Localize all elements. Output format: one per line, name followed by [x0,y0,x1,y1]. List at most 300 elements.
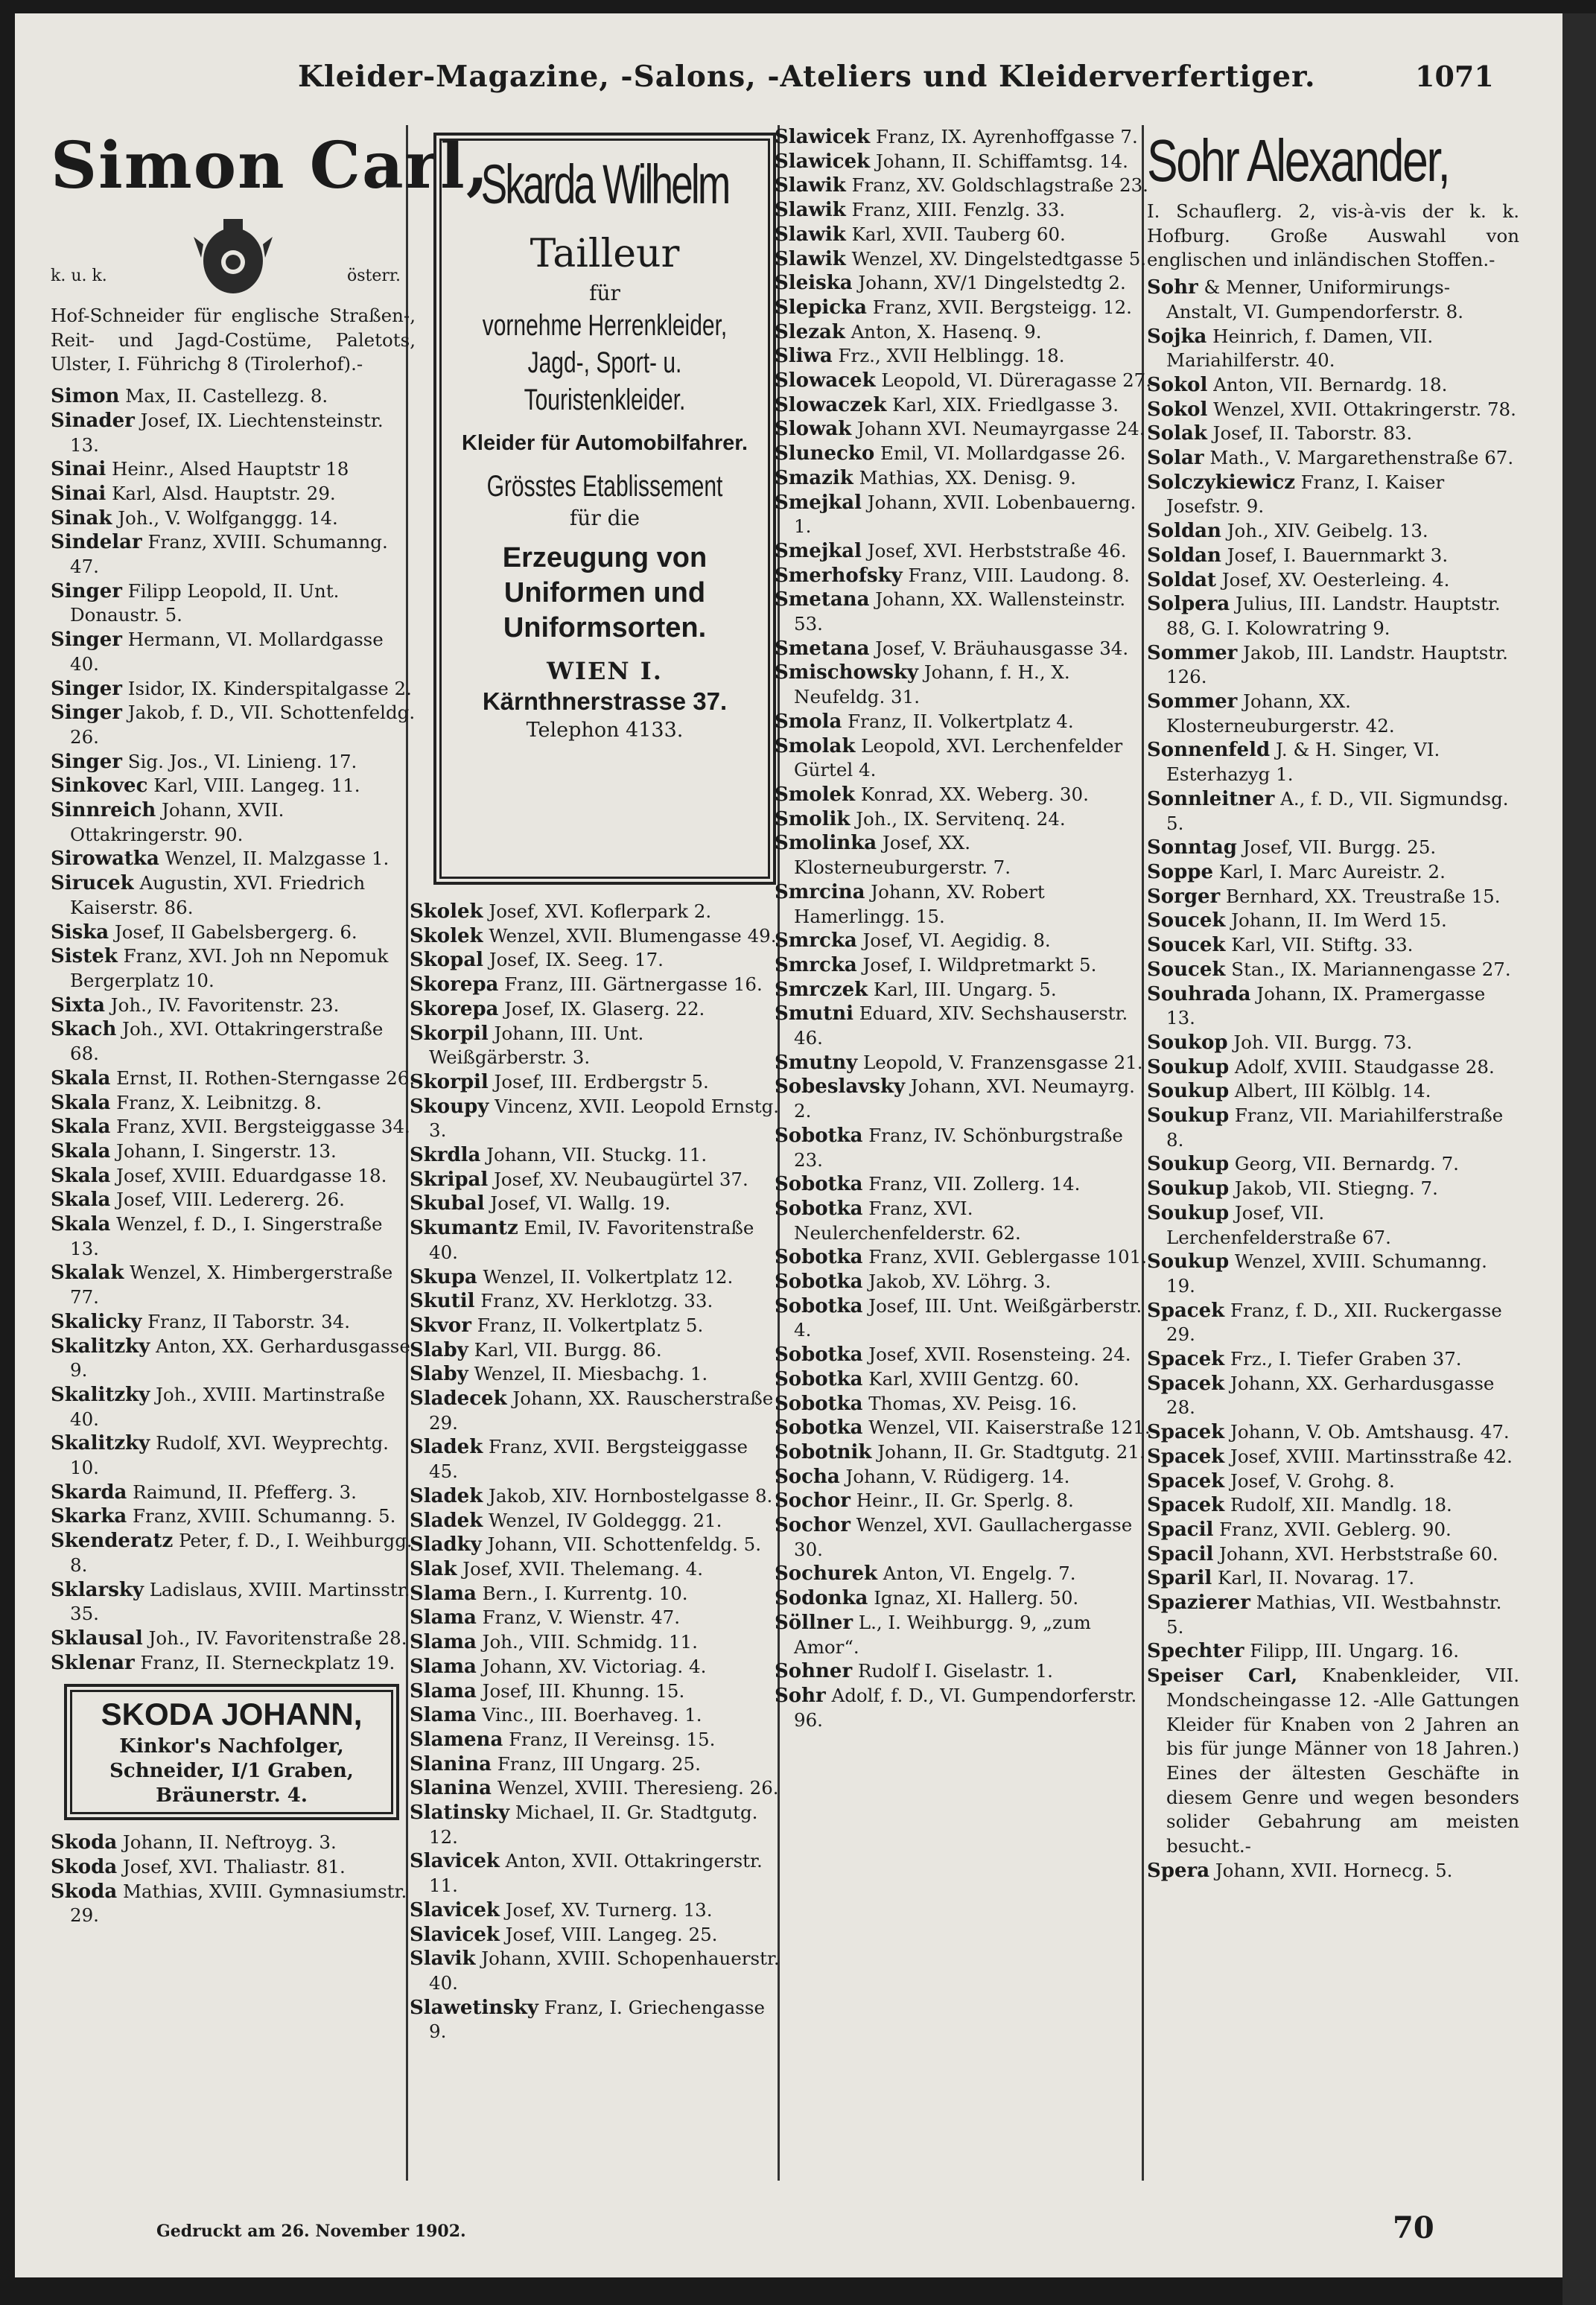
entry-surname: Spacek [1147,1299,1225,1322]
entry-surname: Slama [410,1606,477,1630]
entry-surname: Sodonka [775,1587,868,1610]
entry-surname: Sommer [1147,641,1238,664]
directory-entry: Skala Wenzel, f. D., I. Singerstraße 13. [51,1213,383,1259]
entry-surname: Smerhofsky [775,564,903,587]
entry-surname: Smutni [775,1002,853,1026]
directory-entry: Sodonka Ignaz, XI. Hallerg. 50. [775,1587,1079,1610]
entry-surname: Spacek [1147,1372,1225,1395]
directory-entry: Skalicky Franz, II Taborstr. 34. [51,1310,351,1333]
directory-entry: Sladek Franz, XVII. Bergsteiggasse 45. [410,1436,748,1483]
directory-entry: Slatinsky Michael, II. Gr. Stadtgutg. 12. [410,1802,758,1848]
entry-surname: Sobotka [775,1417,863,1440]
simon-ad-crest-row [51,214,416,304]
directory-entry: Sinnreich Johann, XVII. Ottakringerstr. 90. [51,799,284,845]
directory-entry: Slama Vinc., III. Boerhaveg. 1. [410,1704,702,1727]
directory-entry: Slunecko Emil, VI. Mollardgasse 26. [775,442,1126,465]
directory-entry: Skala Ernst, II. Rothen-Sterngasse 26. [51,1066,416,1090]
entry-list [51,1831,416,1928]
directory-entry: Smejkal Johann, XVII. Lobenbauerng. 1. [775,491,1136,538]
entry-surname: Slowaczek [775,393,887,416]
directory-entry: Skoda Mathias, XVIII. Gymnasiumstr. 29. [51,1880,407,1927]
directory-entry: Slaby Wenzel, II. Miesbachg. 1. [410,1363,708,1386]
entry-surname: Smetana [775,637,870,660]
entry-surname: Skorepa [410,973,499,996]
entry-surname: Singer [51,677,122,700]
directory-entry: Sobotka Franz, XVII. Geblergasse 101. [775,1246,1148,1269]
entry-surname: Sochor [775,1514,851,1537]
directory-entry: Slavik Johann, XVIII. Schopenhauerstr. 40. [410,1948,780,1994]
speiser-ad-text: Knabenkleider, VII. Mondscheingasse 12. -Alle Gattungen Kleider für Knaben von 2 Jahren an bis für junge Männer von 18 Jahren.) Eines der ältesten Geschäfte in diesem Genre und wegen besonders solider Gebahrung am meisten besucht.- [1166,1665,1519,1857]
directory-entry: Skutil Franz, XV. Herklotzg. 33. [410,1290,713,1313]
directory-entry: Slawik Franz, XV. Goldschlagstraße 23. [775,174,1148,197]
entry-surname: Sklenar [51,1651,135,1674]
directory-entry: Soldat Josef, XV. Oesterleing. 4. [1147,568,1450,591]
entry-surname: Slawik [775,247,846,270]
directory-entry: Skala Josef, VIII. Ledererg. 26. [51,1189,345,1212]
directory-entry: Skorepa Franz, III. Gärtnergasse 16. [410,973,763,996]
entry-surname: Smrczek [775,978,868,1001]
directory-entry: Simon Max, II. Castellezg. 8. [51,385,328,408]
entry-list [1147,276,1519,1664]
directory-entry: Sonnleitner A., f. D., VII. Sigmundsg. 5. [1147,787,1509,834]
directory-entry: Sochor Wenzel, XVI. Gaullachergasse 30. [775,1514,1133,1560]
directory-entry: Slawicek Johann, II. Schiffamtsg. 14. [775,150,1128,173]
directory-entry: Sirucek Augustin, XVI. Friedrich Kaiserstr. 86. [51,872,366,918]
directory-entry: Sobotka Franz, XVI. Neulerchenfelderstr. 62. [775,1197,1021,1244]
entry-surname: Smazik [775,466,853,489]
directory-entry: Sixta Joh., IV. Favoritenstr. 23. [51,993,340,1017]
directory-entry: Sochor Heinr., II. Gr. Sperlg. 8. [775,1489,1074,1513]
entry-surname: Sklarsky [51,1578,144,1601]
entry-surname: Sladecek [410,1387,507,1411]
entry-surname: Spechter [1147,1640,1244,1663]
directory-entry: Soukup Franz, VII. Mariahilferstraße 8. [1147,1104,1504,1151]
entry-surname: Skarda [51,1481,127,1504]
entry-surname: Sobeslavsky [775,1075,906,1099]
entry-surname: Slama [410,1679,477,1702]
entry-surname: Sobotka [775,1271,863,1294]
entry-surname: Soukup [1147,1201,1230,1224]
directory-entry: Smrczek Karl, III. Ungarg. 5. [775,978,1057,1001]
entry-surname: Skalicky [51,1310,142,1333]
directory-entry: Sinai Heinr., Alsed Hauptstr 18 [51,458,349,481]
entry-surname: Skorpil [410,1070,489,1093]
directory-entry: Slowacek Leopold, VI. Düreragasse 27. [775,369,1152,392]
entry-surname: Sobotnik [775,1440,872,1463]
entry-surname: Smutny [775,1051,858,1074]
entry-surname: Skupa [410,1265,477,1288]
entry-surname: Sinader [51,409,135,432]
entry-surname: Soldan [1147,520,1221,543]
entry-list [410,900,782,2044]
entry-surname: Sobotka [775,1124,863,1147]
entry-surname: Slatinsky [410,1802,510,1825]
directory-entry: Solar Math., V. Margarethenstraße 67. [1147,447,1514,470]
directory-entry: Skvor Franz, II. Volkertplatz 5. [410,1314,704,1337]
entry-surname: Slak [410,1557,457,1580]
entry-surname: Smolak [775,734,856,757]
directory-entry: Spacek Johann, V. Ob. Amtshausg. 47. [1147,1421,1510,1444]
entry-surname: Soucek [1147,958,1226,981]
entry-surname: Sommer [1147,690,1238,713]
directory-entry: Slawik Karl, XVII. Tauberg 60. [775,223,1066,246]
entry-surname: Slanina [410,1752,492,1775]
directory-entry: Skala Josef, XVIII. Eduardgasse 18. [51,1164,387,1187]
entry-surname: Smolik [775,807,851,830]
directory-entry: Spacil Johann, XVI. Herbststraße 60. [1147,1542,1498,1565]
directory-entry: Sobotka Jakob, XV. Löhrg. 3. [775,1271,1052,1294]
entry-surname: Slama [410,1582,477,1605]
entry-surname: Slavicek [410,1923,500,1946]
directory-entry: Skala Franz, XVII. Bergsteiggasse 34. [51,1116,410,1139]
directory-entry: Singer Isidor, IX. Kinderspitalgasse 2. [51,677,412,700]
directory-entry: Sklenar Franz, II. Sterneckplatz 19. [51,1651,395,1674]
directory-entry: Skrdla Johann, VII. Stuckg. 11. [410,1144,708,1167]
directory-entry: Sokol Wenzel, XVII. Ottakringerstr. 78. [1147,398,1516,421]
entry-surname: Soukup [1147,1250,1230,1274]
directory-entry: Skalitzky Joh., XVIII. Martinstraße 40. [51,1383,386,1430]
entry-surname: Slowak [775,418,852,441]
directory-entry: Sochurek Anton, VI. Engelg. 7. [775,1562,1076,1586]
directory-entry: Soldan Josef, I. Bauernmarkt 3. [1147,544,1449,567]
entry-surname: Socha [775,1465,840,1488]
entry-surname: Soukup [1147,1177,1230,1201]
directory-entry: Sistek Franz, XVI. Joh nn Nepomuk Bergerplatz 10. [51,945,389,991]
entry-surname: Skala [51,1189,111,1212]
entry-surname: Slawetinsky [410,1996,538,2019]
directory-entry: Sladek Jakob, XIV. Hornbostelgasse 8. [410,1484,773,1507]
entry-surname: Skutil [410,1290,475,1313]
directory-entry: Skarda Raimund, II. Pfefferg. 3. [51,1481,357,1504]
entry-surname: Sleiska [775,272,853,295]
entry-surname: Sklausal [51,1627,143,1650]
directory-entry: Sommer Jakob, III. Landstr. Hauptstr. 126. [1147,641,1508,688]
entry-surname: Skoda [51,1880,118,1903]
directory-entry: Sonntag Josef, VII. Burgg. 25. [1147,836,1437,859]
entry-surname: Spacek [1147,1494,1225,1517]
directory-entry: Sonnenfeld J. & H. Singer, VI. Esterhazyg 1. [1147,739,1440,786]
entry-surname: Sinak [51,506,112,530]
directory-entry: Sladecek Johann, XX. Rauscherstraße 29. [410,1387,774,1434]
directory-entry: Slanina Wenzel, XVIII. Theresieng. 26. [410,1777,779,1800]
entry-surname: Slama [410,1655,477,1678]
directory-entry: Sobotka Franz, IV. Schönburgstraße 23. [775,1124,1123,1171]
directory-entry: Soukop Joh. VII. Burgg. 73. [1147,1031,1413,1054]
entry-surname: Sorger [1147,885,1221,908]
directory-entry: Sobotnik Johann, II. Gr. Stadtgutg. 21. [775,1440,1145,1463]
skarda-ad-text: Grösstes Etablissement [486,470,723,503]
directory-entry: Slawicek Franz, IX. Ayrenhoffgasse 7. [775,126,1138,148]
entry-surname: Sohr [1147,276,1198,299]
column-3 [775,125,1154,1732]
directory-entry: Spacek Franz, f. D., XII. Ruckergasse 29. [1147,1299,1502,1346]
directory-entry: Skarka Franz, XVIII. Schumanng. 5. [51,1505,396,1528]
directory-entry: Sorger Bernhard, XX. Treustraße 15. [1147,885,1501,908]
directory-entry: Smetana Josef, V. Bräuhausgasse 34. [775,637,1129,660]
directory-entry: Soukup Adolf, XVIII. Staudgasse 28. [1147,1055,1495,1078]
directory-entry: Smola Franz, II. Volkertplatz 4. [775,710,1074,733]
directory-entry: Sobotka Josef, III. Unt. Weißgärberstr. 4. [775,1294,1142,1341]
directory-entry: Sohner Rudolf I. Giselastr. 1. [775,1660,1053,1683]
entry-surname: Slawicek [775,126,871,148]
directory-entry: Slama Franz, V. Wienstr. 47. [410,1606,681,1630]
entry-surname: Sistek [51,945,118,968]
directory-entry: Skumantz Emil, IV. Favoritenstraße 40. [410,1217,754,1263]
entry-surname: Sojka [1147,325,1207,348]
print-date-note: Gedruckt am 26. November 1902. [156,2222,466,2241]
directory-entry: Skolek Josef, XVI. Koflerpark 2. [410,900,712,923]
directory-entry: Soucek Stan., IX. Mariannengasse 27. [1147,958,1511,981]
directory-entry: Sirowatka Wenzel, II. Malzgasse 1. [51,848,390,871]
entry-surname: Sokol [1147,373,1208,396]
entry-surname: Sladek [410,1484,483,1507]
directory-entry: Sinader Josef, IX. Liechtensteinstr. 13. [51,409,384,456]
directory-entry: Skoupy Vincenz, XVII. Leopold Ernstg. 3. [410,1095,780,1142]
entry-surname: Soppe [1147,860,1214,883]
entry-surname: Skala [51,1091,111,1114]
entry-surname: Skalitzky [51,1335,150,1358]
entry-surname: Singer [51,702,122,725]
entry-surname: Skolek [410,924,483,947]
directory-entry: Spera Johann, XVII. Hornecg. 5. [1147,1859,1453,1882]
entry-surname: Smrcina [775,880,865,903]
directory-entry: Skalak Wenzel, X. Himbergerstraße 77. [51,1262,393,1309]
skarda-ad-text: Kleider für Automobilfahrer. [461,431,748,455]
directory-entry: Smerhofsky Franz, VIII. Laudong. 8. [775,564,1130,587]
directory-entry: Skorpil Johann, III. Unt. Weißgärberstr. 3. [410,1022,644,1069]
skarda-ad-text: Erzeugung von Uniformen und Uniformsorten. [502,542,708,643]
page-number: 1071 [1415,60,1494,93]
entry-surname: Sobotka [775,1367,863,1390]
directory-entry: Skopal Josef, IX. Seeg. 17. [410,949,664,972]
entry-surname: Skripal [410,1168,489,1191]
skarda-ad-trade: Tailleur [530,232,680,276]
entry-surname: Sindelar [51,531,142,554]
directory-entry: Slamena Franz, II Vereinsg. 15. [410,1728,716,1751]
skarda-ad-text: Jagd-, Sport- u. Touristenkleider. [524,346,686,416]
entry-surname: Slowacek [775,369,876,392]
skarda-ad-city: WIEN I. [547,657,663,685]
column-2 [410,900,782,2044]
directory-entry: Sobotka Josef, XVII. Rosensteing. 24. [775,1344,1131,1367]
skoda-ad-line: Kinkor's Nachfolger, [119,1735,344,1758]
entry-surname: Solpera [1147,593,1230,616]
entry-surname: Sobotka [775,1246,863,1269]
entry-surname: Skarka [51,1505,127,1528]
entry-surname: Smejkal [775,539,862,562]
entry-surname: Smrcka [775,929,857,953]
entry-surname: Spera [1147,1859,1210,1882]
entry-surname: Spacek [1147,1469,1225,1492]
entry-surname: Spacek [1147,1421,1225,1444]
entry-surname: Solar [1147,447,1204,470]
column-4 [1147,125,1519,1883]
directory-entry: Soucek Karl, VII. Stiftg. 33. [1147,934,1414,957]
directory-entry: Skalitzky Rudolf, XVI. Weyprechtg. 10. [51,1432,389,1479]
entry-surname: Soldat [1147,568,1217,591]
entry-surname: Slezak [775,320,845,343]
speiser-ad-name: Speiser Carl, [1147,1665,1298,1687]
directory-entry: Smrcka Josef, VI. Aegidig. 8. [775,929,1051,953]
directory-entry: Spacil Franz, XVII. Geblerg. 90. [1147,1518,1452,1541]
skoda-ad-line: Bräunerstr. 4. [156,1784,308,1808]
entry-surname: Skorpil [410,1022,489,1045]
directory-entry: Spacek Frz., I. Tiefer Graben 37. [1147,1348,1462,1371]
directory-entry: Skoda Josef, XVI. Thaliastr. 81. [51,1856,346,1879]
directory-entry: Smutni Eduard, XIV. Sechshauserstr. 46. [775,1002,1128,1049]
sheet-number: 70 [1393,2210,1434,2245]
entry-surname: Spacek [1147,1445,1225,1468]
directory-entry: Sklarsky Ladislaus, XVIII. Martinsstr. 35. [51,1578,410,1625]
directory-entry: Sokol Anton, VII. Bernardg. 18. [1147,373,1448,396]
skarda-ad-text: vornehme Herrenkleider, [482,309,728,342]
directory-entry: Slavicek Josef, VIII. Langeg. 25. [410,1923,718,1946]
directory-entry: Slama Joh., VIII. Schmidg. 11. [410,1631,698,1654]
sohr-ad-description: I. Schauflerg. 2, vis-à-vis der k. k. Hofburg. Große Auswahl von englischen und inländischen Stoffen.- [1147,200,1519,271]
entry-surname: Sobotka [775,1344,863,1367]
entry-surname: Slaby [410,1363,468,1386]
entry-surname: Spacil [1147,1542,1214,1565]
directory-entry: Slowaczek Karl, XIX. Friedlgasse 3. [775,393,1119,416]
entry-surname: Slawik [775,199,846,222]
entry-surname: Skorepa [410,997,499,1020]
directory-entry: Socha Johann, V. Rüdigerg. 14. [775,1465,1070,1488]
entry-surname: Sirucek [51,872,134,895]
entry-surname: Skrdla [410,1144,481,1167]
entry-surname: Slepicka [775,296,867,319]
skoda-ad-line: Schneider, I/1 Graben, [109,1760,354,1783]
entry-surname: Solczykiewicz [1147,471,1295,494]
entry-surname: Sobotka [775,1197,863,1220]
entry-surname: Sonnenfeld [1147,739,1271,762]
directory-entry: Spacek Rudolf, XII. Mandlg. 18. [1147,1494,1452,1517]
skarda-ad-text: für [589,281,620,305]
directory-entry: Smolik Joh., IX. Servitenq. 24. [775,807,1066,830]
directory-entry: Sobotka Wenzel, VII. Kaiserstraße 121. [775,1417,1151,1440]
entry-surname: Slawik [775,223,846,246]
entry-surname: Simon [51,385,120,408]
directory-entry: Singer Filipp Leopold, II. Unt. Donaustr. 5. [51,579,340,626]
entry-surname: Skala [51,1066,111,1090]
speiser-ad [1147,1664,1519,1859]
directory-entry: Soppe Karl, I. Marc Aureistr. 2. [1147,860,1446,883]
sohr-ad-name: Sohr Alexander, [1147,127,1449,194]
entry-surname: Sohr [775,1685,826,1707]
directory-entry: Sobotka Thomas, XV. Peisg. 16. [775,1392,1078,1415]
entry-surname: Smolek [775,783,856,806]
directory-entry: Smolinka Josef, XX. Klosterneuburgerstr. 7. [775,832,1011,879]
simon-ad-name: Simon Carl, [51,128,490,203]
entry-surname: Skoda [51,1856,118,1879]
directory-entry: Smutny Leopold, V. Franzensgasse 21. [775,1051,1143,1074]
directory-entry: Skenderatz Peter, f. D., I. Weihburgg. 8. [51,1530,413,1576]
entry-surname: Smola [775,710,842,733]
entry-surname: Skala [51,1139,111,1163]
entry-surname: Skopal [410,949,484,972]
directory-page [15,13,1562,2277]
entry-surname: Slavicek [410,1850,500,1873]
entry-list [51,384,416,1675]
entry-surname: Smetana [775,588,870,611]
directory-entry: Soukup Albert, III Kölblg. 14. [1147,1080,1431,1103]
directory-entry: Spacek Josef, V. Grohg. 8. [1147,1469,1395,1492]
entry-surname: Slawicek [775,150,871,173]
entry-surname: Soukup [1147,1153,1230,1176]
entry-surname: Skalitzky [51,1383,150,1406]
running-head: Kleider-Magazine, -Salons, -Ateliers und Kleiderverfertiger. [298,60,1316,94]
entry-surname: Sonntag [1147,836,1237,859]
entry-surname: Spacek [1147,1348,1225,1371]
directory-entry: Smrcka Josef, I. Wildpretmarkt 5. [775,953,1097,976]
directory-entry: Skolek Wenzel, XVII. Blumengasse 49. [410,924,777,947]
directory-entry: Skalitzky Anton, XX. Gerhardusgasse 9. [51,1335,410,1382]
directory-entry: Slowak Johann XVI. Neumayrgasse 24. [775,418,1145,441]
page-header [15,13,1562,95]
entry-list [1147,1859,1519,1883]
directory-entry: Sommer Johann, XX. Klosterneuburgerstr. 42. [1147,690,1395,737]
entry-surname: Skala [51,1116,111,1139]
entry-surname: Singer [51,629,122,652]
simon-ad-right-label: österr. [346,267,401,285]
directory-entry: Sparil Karl, II. Novarag. 17. [1147,1567,1415,1590]
directory-entry: Souhrada Johann, IX. Pramergasse 13. [1147,982,1486,1029]
entry-surname: Skoupy [410,1095,489,1118]
skarda-ad-text: für die [569,506,640,530]
entry-surname: Sladky [410,1533,482,1557]
directory-entry: Smejkal Josef, XVI. Herbststraße 46. [775,539,1127,562]
directory-entry: Soukup Wenzel, XVIII. Schumanng. 19. [1147,1250,1487,1297]
entry-surname: Sochor [775,1489,851,1513]
entry-surname: Soucek [1147,909,1226,932]
entry-surname: Slunecko [775,442,875,465]
directory-entry: Soldan Joh., XIV. Geibelg. 13. [1147,520,1428,543]
entry-surname: Skoda [51,1831,118,1854]
entry-surname: Soucek [1147,934,1226,957]
entry-surname: Smolinka [775,832,877,855]
double-eagle-crest-icon [192,214,274,304]
entry-surname: Sliwa [775,345,833,368]
entry-surname: Soukup [1147,1104,1230,1128]
entry-surname: Slavicek [410,1898,500,1921]
entry-surname: Slaby [410,1338,468,1361]
directory-entry: Skupa Wenzel, II. Volkertplatz 12. [410,1265,734,1288]
directory-entry: Sinkovec Karl, VIII. Langeg. 11. [51,775,360,798]
entry-surname: Sokol [1147,398,1208,421]
entry-surname: Souhrada [1147,982,1251,1005]
directory-entry: Sobotka Karl, XVIII Gentzg. 60. [775,1367,1080,1390]
directory-entry: Slepicka Franz, XVII. Bergsteigg. 12. [775,296,1132,319]
directory-entry: Solczykiewicz Franz, I. Kaiser Josefstr. 9. [1147,471,1445,518]
entry-surname: Sobotka [775,1392,863,1415]
entry-surname: Singer [51,750,122,773]
entry-surname: Skolek [410,900,483,923]
directory-entry: Slawik Wenzel, XV. Dingelstedtgasse 5. [775,247,1147,270]
directory-entry: Sobotka Franz, VII. Zollerg. 14. [775,1173,1081,1196]
directory-entry: Skala Franz, X. Leibnitzg. 8. [51,1091,322,1114]
directory-entry: Smolek Konrad, XX. Weberg. 30. [775,783,1089,806]
directory-entry: Slawik Franz, XIII. Fenzlg. 33. [775,199,1066,222]
entry-surname: Soukup [1147,1055,1230,1078]
directory-entry: Slak Josef, XVII. Thelemang. 4. [410,1557,703,1580]
directory-entry: Sinak Joh., V. Wolfganggg. 14. [51,506,338,530]
directory-entry: Spacek Josef, XVIII. Martinsstraße 42. [1147,1445,1513,1468]
directory-entry: Slanina Franz, III Ungarg. 25. [410,1752,701,1775]
entry-surname: Slama [410,1704,477,1727]
entry-surname: Singer [51,579,122,603]
entry-surname: Slawik [775,174,846,197]
entry-surname: Spazierer [1147,1592,1250,1615]
directory-entry: Smetana Johann, XX. Wallensteinstr. 53. [775,588,1126,635]
